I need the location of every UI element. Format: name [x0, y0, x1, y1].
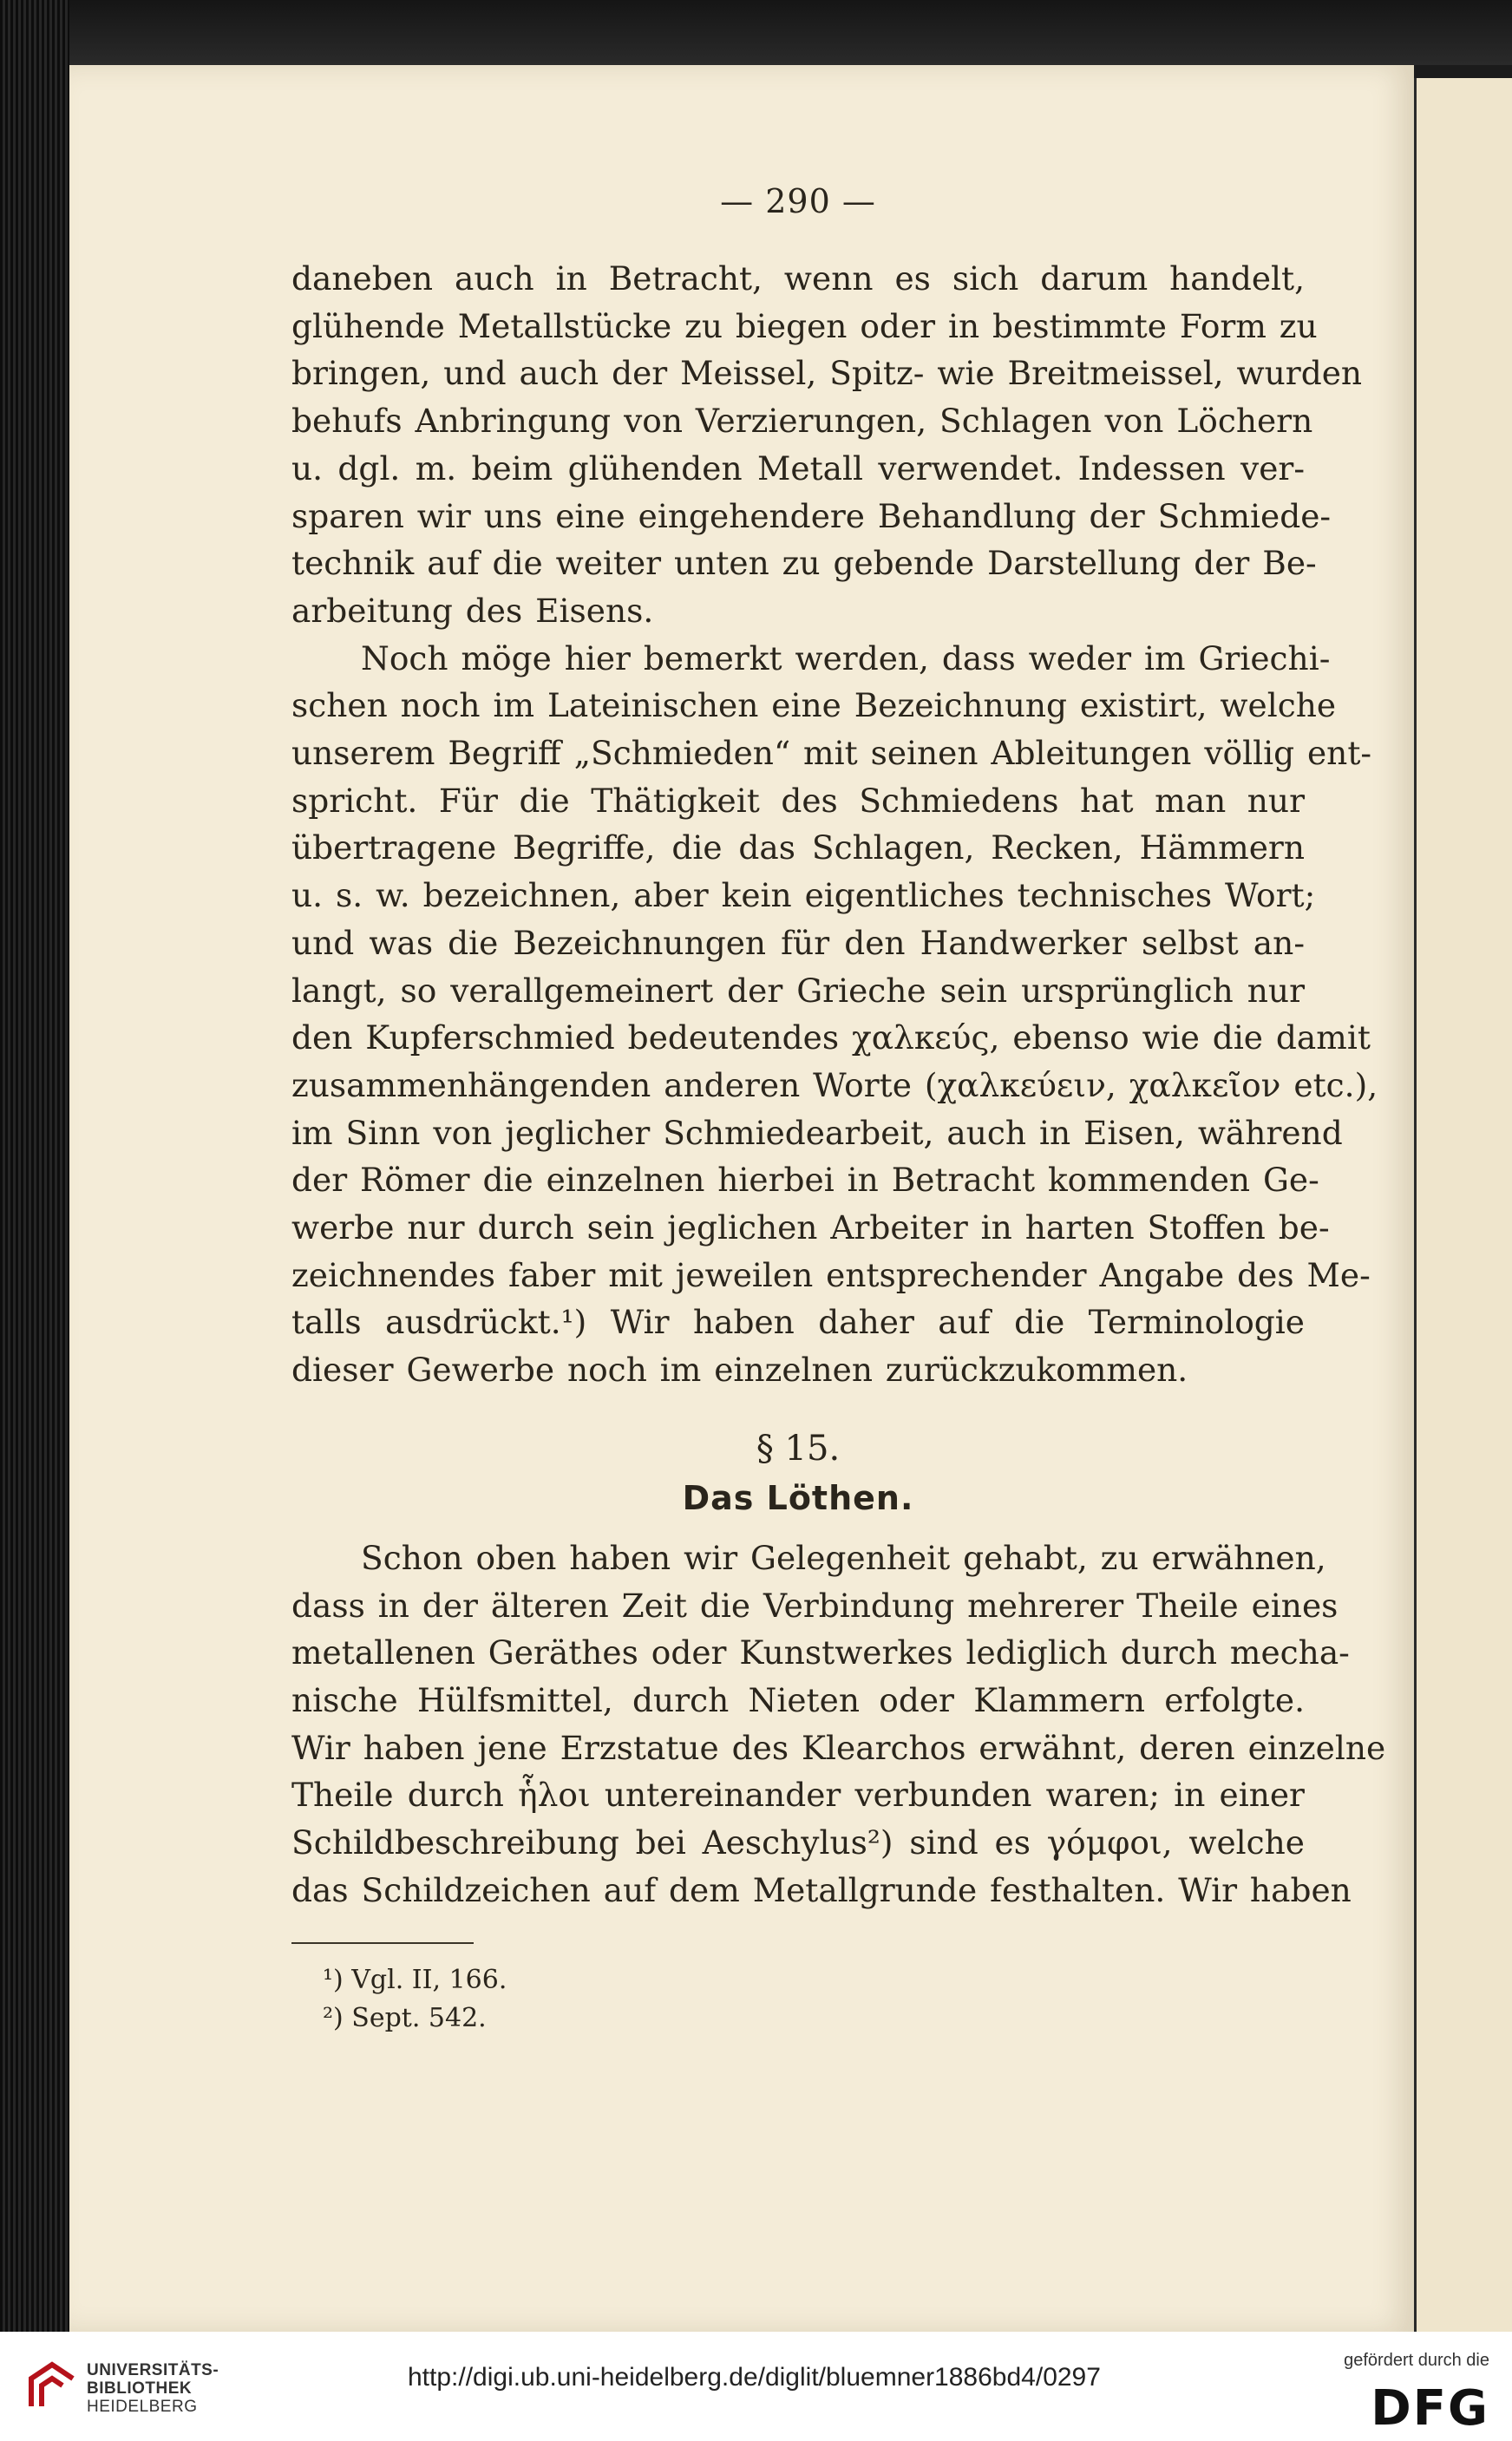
section-body-text — [291, 1535, 1386, 1914]
text-line: u. s. w. bezeichnen, aber kein eigentliches technisches Wort; — [291, 876, 1316, 915]
text-line: bringen, und auch der Meissel, Spitz- wie Breitmeissel, wurden — [291, 354, 1363, 393]
university-library-logo-icon — [24, 2358, 80, 2413]
section-number: § 15. — [756, 1428, 841, 1469]
footnote: ¹) Vgl. II, 166. — [323, 1964, 507, 1995]
book-spine-edge — [0, 0, 69, 2332]
text-line: talls ausdrückt.¹) Wir haben daher auf die Terminologie — [291, 1303, 1305, 1342]
page-content — [291, 182, 1386, 2038]
text-line: zusammenhängenden anderen Worte (χαλκεύειν, χαλκεῖον etc.), — [291, 1065, 1378, 1104]
body-text — [291, 255, 1378, 1394]
text-line: dieser Gewerbe noch im einzelnen zurückzukommen. — [291, 1351, 1188, 1390]
text-line: der Römer die einzelnen hierbei in Betracht kommenden Ge- — [291, 1161, 1319, 1200]
dfg-logo: DFG — [1371, 2380, 1489, 2437]
text-line: langt, so verallgemeinert der Grieche sein ursprünglich nur — [291, 971, 1305, 1010]
text-line: Schildbeschreibung bei Aeschylus²) sind es γόμφοι, welche — [291, 1823, 1305, 1862]
text-line: daneben auch in Betracht, wenn es sich darum handelt, — [291, 259, 1305, 298]
text-line: Wir haben jene Erzstatue des Klearchos erwähnt, deren einzelne — [291, 1728, 1386, 1767]
text-line: übertragene Begriffe, die das Schlagen, Recken, Hämmern — [291, 828, 1305, 867]
text-line: u. dgl. m. beim glühenden Metall verwendet. Indessen ver- — [291, 448, 1305, 488]
text-line: glühende Metallstücke zu biegen oder in bestimmte Form zu — [291, 306, 1318, 345]
text-line: arbeitung des Eisens. — [291, 591, 654, 630]
text-line: behufs Anbringung von Verzierungen, Schlagen von Löchern — [291, 402, 1313, 441]
text-line: und was die Bezeichnungen für den Handwerker selbst an- — [291, 923, 1305, 962]
text-line: nische Hülfsmittel, durch Nieten oder Klammern erfolgte. — [291, 1680, 1305, 1719]
permalink-url[interactable]: http://digi.ub.uni-heidelberg.de/diglit/bluemner1886bd4/0297 — [408, 2363, 1101, 2392]
text-line: den Kupferschmied bedeutendes χαλκεύς, ebenso wie die damit — [291, 1018, 1371, 1057]
paragraph — [291, 1535, 1386, 1914]
page-number: — 290 — — [720, 182, 876, 220]
text-line: technik auf die weiter unten zu gebende Darstellung der Be- — [291, 544, 1317, 583]
text-line: metallenen Geräthes oder Kunstwerkes lediglich durch mecha- — [291, 1633, 1350, 1672]
text-line: sparen wir uns eine eingehendere Behandlung der Schmiede- — [291, 496, 1332, 535]
text-line: schen noch im Lateinischen eine Bezeichnung existirt, welche — [291, 686, 1337, 725]
text-line: das Schildzeichen auf dem Metallgrunde festhalten. Wir haben — [291, 1870, 1352, 1909]
library-name: UNIVERSITÄTS- BIBLIOTHEK HEIDELBERG — [87, 2361, 219, 2416]
paragraph — [291, 635, 1378, 1394]
section-title: Das Löthen. — [682, 1478, 914, 1517]
text-line: zeichnendes faber mit jeweilen entsprechender Angabe des Me- — [291, 1255, 1371, 1294]
paragraph — [291, 255, 1363, 635]
funding-note: gefördert durch die — [1344, 2351, 1489, 2370]
scan-top-border — [69, 0, 1512, 65]
footnote-rule — [291, 1942, 474, 1944]
text-line: spricht. Für die Thätigkeit des Schmiedens hat man nur — [291, 781, 1305, 820]
text-line: Theile durch ἧλοι untereinander verbunden waren; in einer — [291, 1776, 1305, 1815]
text-line: im Sinn von jeglicher Schmiedearbeit, auch in Eisen, während — [291, 1113, 1343, 1152]
text-line: Noch möge hier bemerkt werden, dass weder im Griechi- — [361, 638, 1331, 677]
text-line: werbe nur durch sein jeglichen Arbeiter in harten Stoffen be- — [291, 1208, 1330, 1247]
text-line: dass in der älteren Zeit die Verbindung mehrerer Theile eines — [291, 1586, 1339, 1625]
footnotes — [291, 1961, 1305, 2038]
digitization-footer — [0, 2332, 1512, 2441]
text-line: Schon oben haben wir Gelegenheit gehabt, zu erwähnen, — [361, 1538, 1326, 1577]
text-line: unserem Begriff „Schmieden“ mit seinen Ableitungen völlig ent- — [291, 734, 1372, 773]
footnote: ²) Sept. 542. — [323, 2002, 487, 2033]
adjacent-page-edge — [1414, 78, 1512, 2332]
